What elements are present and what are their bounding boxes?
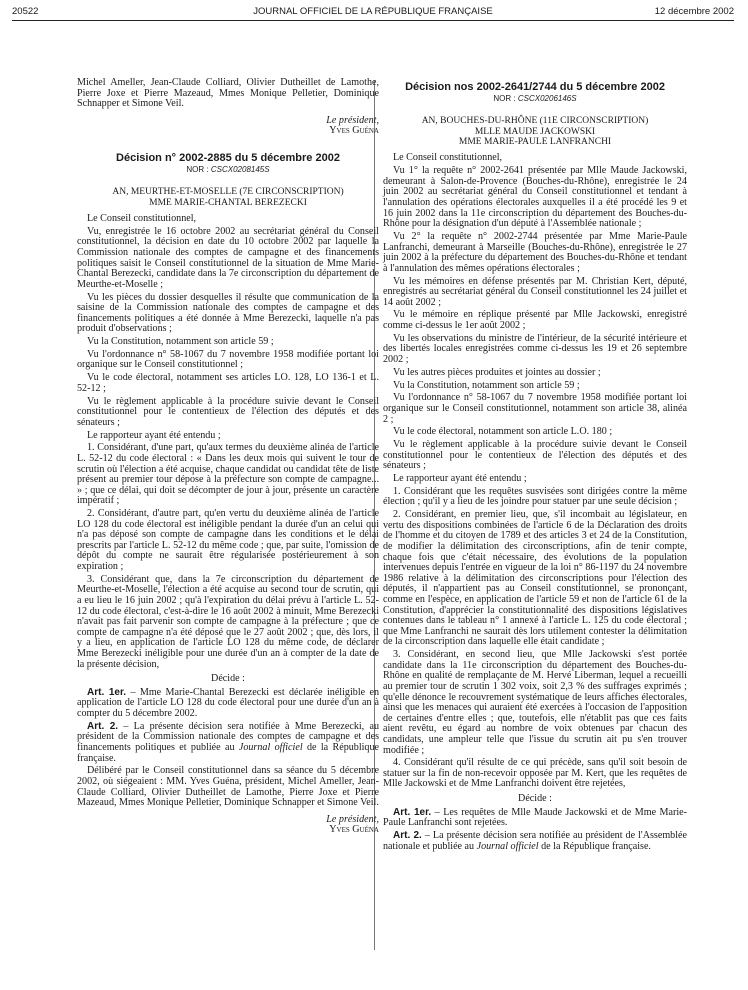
paragraph: Le Conseil constitutionnel, bbox=[87, 212, 197, 224]
nor-reference: NOR : CSCX0206146S bbox=[493, 93, 577, 103]
paragraph: 4. Considérant qu'il résulte de ce qui précède, sans qu'il soit besoin de statuer sur la fin de non-recevoir opposée par M. Kert, que les requêtes de Mlle Jackowski et de Mme Lanfranchi doivent être rejetées, bbox=[383, 757, 687, 790]
continued-members: Michel Ameller, Jean-Claude Colliard, Olivier Dutheillet de Lamothe, Pierre Joxe et Pierre Mazeaud, Mmes Monique Pelletier, Dominique Schnapper et Simone Veil. bbox=[77, 77, 379, 110]
header-rule bbox=[12, 20, 734, 21]
article-1: Art. 1er. – Les requêtes de Mlle Maude Jackowski et de Mme Marie-Paule Lanfranchi sont rejetées. bbox=[383, 806, 687, 829]
paragraph: Vu les pièces du dossier desquelles il résulte que communication de la saisine de la Commission nationale des comptes de campagne et des financements politiques a été donnée à Mme Berezecki, laquelle n'a pas produit d'observations ; bbox=[77, 291, 379, 335]
paragraph: Le rapporteur ayant été entendu ; bbox=[87, 429, 221, 441]
journal-title: JOURNAL OFFICIEL DE LA RÉPUBLIQUE FRANÇAISE bbox=[253, 6, 493, 17]
paragraph: Vu le mémoire en réplique présenté par Mlle Jackowski, enregistré comme ci-dessus le 1er août 2002 ; bbox=[383, 309, 687, 332]
paragraph: Vu 2° la requête n° 2002-2744 présentée par Mme Marie-Paule Lanfranchi, demeurant à Marseille (Bouches-du-Rhône), enregistrée le 27 juin 2002 à la préfecture du département des Bouches-du-Rhône et tendant à l'annulation des mêmes opérations électorales ; bbox=[383, 230, 687, 274]
constituency-heading: AN, BOUCHES-DU-RHÔNE (11E CIRCONSCRIPTION) MLLE MAUDE JACKOWSKI MME MARIE-PAULE LANFRANCHI bbox=[421, 116, 649, 147]
signature-name: Yves Guéna bbox=[329, 824, 379, 836]
nor-reference: NOR : CSCX0208145S bbox=[186, 164, 270, 174]
paragraph: Vu le règlement applicable à la procédure suivie devant le Conseil constitutionnel pour le contentieux de l'élection des députés et des sénateurs ; bbox=[77, 395, 379, 428]
paragraph: Le Conseil constitutionnel, bbox=[393, 152, 503, 164]
page-number: 20522 bbox=[12, 6, 39, 17]
right-column bbox=[383, 82, 687, 854]
paragraph: Le rapporteur ayant été entendu ; bbox=[393, 473, 527, 485]
decision-title: Décision n° 2002-2885 du 5 décembre 2002 bbox=[116, 151, 340, 164]
paragraph: Vu les mémoires en défense présentés par M. Christian Kert, député, enregistrés au secrétariat général du Conseil constitutionnel les 24 juillet et 14 août 2002 ; bbox=[383, 275, 687, 308]
paragraph: 1. Considérant que les requêtes susvisées sont dirigées contre la même élection ; qu'il y a lieu de les joindre pour statuer par une seule décision ; bbox=[383, 485, 687, 508]
issue-date: 12 décembre 2002 bbox=[654, 6, 734, 17]
decide-heading: Décide : bbox=[518, 793, 552, 805]
paragraph: Vu la Constitution, notamment son article 59 ; bbox=[87, 336, 274, 348]
running-header bbox=[12, 6, 734, 20]
paragraph: Vu le code électoral, notamment ses articles LO. 128, LO 136-1 et L. 52-12 ; bbox=[77, 372, 379, 394]
decide-heading: Décide : bbox=[211, 673, 245, 685]
constituency-heading: AN, MEURTHE-ET-MOSELLE (7E CIRCONSCRIPTION) MME MARIE-CHANTAL BEREZECKI bbox=[112, 187, 344, 208]
paragraph: Vu le règlement applicable à la procédure suivie devant le Conseil constitutionnel pour le contentieux de l'élection des députés et des sénateurs ; bbox=[383, 439, 687, 472]
paragraph: 2. Considérant, en premier lieu, que, s'il incombait au législateur, en vertu des dispositions combinées de l'article 6 de la Déclaration des droits de l'homme et du citoyen de 1789 et des articles 3 et 24 de la Constitution, de modifier la délimitation des circonscriptions, afin de tenir compte, chaque fois que c'était nécessaire, des évolutions de la population intervenues depuis l'entrée en vigueur de la loi n° 86-1197 du 24 novembre 1986 relative à la délimitation des circonscriptions pour l'élection des députés, il n'appartient pas au Conseil constitutionnel, se prononçant, comme en l'espèce, en application de l'article 59 et non de l'article 61 de la Constitution, d'apprécier la constitutionnalité des dispositions législatives contenues dans le tableau n° 1 annexé à l'article L. 125 du code électoral ; que Mme Lanfranchi ne saurait dès lors utilement contester la délimitation de la circonscription dans laquelle elle était candidate ; bbox=[383, 509, 687, 648]
paragraph: 2. Considérant, d'autre part, qu'en vertu du deuxième alinéa de l'article LO 128 du code électoral est inéligible pendant la durée d'un an celui qui n'a pas déposé son compte de campagne dans les conditions et le délai prescrits par l'article L. 52-12 du même code ; que, par suite, l'omission de dépôt du compte ne saurait être régularisée postérieurement à son expiration ; bbox=[77, 508, 379, 573]
deliberation: Délibéré par le Conseil constitutionnel dans sa séance du 5 décembre 2002, où siégeaient : MM. Yves Guéna, président, Michel Ameller, Jean-Claude Colliard, Olivier Dutheillet de Lamothe, Pierre Joxe et Pierre Mazeaud, Mmes Monique Pelletier, Dominique Schnapper et Simone Veil. bbox=[77, 765, 379, 809]
paragraph: Vu les autres pièces produites et jointes au dossier ; bbox=[393, 366, 601, 378]
paragraph: Vu 1° la requête n° 2002-2641 présentée par Mlle Maude Jackowski, demeurant à Salon-de-Provence (Bouches-du-Rhône), enregistrée le 24 juin 2002 au secrétariat général du Conseil constitutionnel et tendant à l'annulation des opérations électorales auxquelles il a été procédé les 9 et 16 juin 2002 dans la 11e circonscription du département des Bouches-du-Rhône pour la désignation d'un député à l'Assemblée nationale ; bbox=[383, 165, 687, 230]
paragraph: Vu les observations du ministre de l'intérieur, de la sécurité intérieure et des libertés locales enregistrées comme ci-dessus les 19 et 26 septembre 2002 ; bbox=[383, 332, 687, 366]
decision-title: Décision nos 2002-2641/2744 du 5 décembre 2002 bbox=[405, 81, 665, 93]
paragraph: 3. Considérant que, dans la 7e circonscription du département de Meurthe-et-Moselle, l'élection a été acquise au second tour de scrutin, qui a eu lieu le 16 juin 2002 ; qu'à l'expiration du délai prévu à l'article L. 52-12 du code électoral, c'est-à-dire le 16 août 2002 à minuit, Mme Berezecki n'avait pas fait parvenir son compte de campagne à la préfecture ; que ce compte de campagne n'a été déposé que le 27 août 2002 ; que, dès lors, il y a lieu, en application de l'article LO 128 du même code, de déclarer Mme Berezecki inéligible pour une durée d'un an à compter de la date de la présente décision, bbox=[77, 573, 379, 670]
article-2: Art. 2. – La présente décision sera notifiée à Mme Berezecki, au président de la Commission nationale des comptes de campagne et des financements politiques et publiée au Journal officiel de la République française. bbox=[77, 720, 380, 764]
paragraph: Vu le code électoral, notamment son article L.O. 180 ; bbox=[393, 426, 613, 438]
left-column bbox=[77, 78, 379, 838]
article-2: Art. 2. – La présente décision sera notifiée au président de l'Assemblée nationale et publiée au Journal officiel de la République française. bbox=[383, 830, 687, 852]
paragraph: Vu l'ordonnance n° 58-1067 du 7 novembre 1958 modifiée portant loi organique sur le Conseil constitutionnel, notamment son article 38, alinéa 2 ; bbox=[383, 392, 687, 425]
paragraph: 3. Considérant, en second lieu, que Mlle Jackowski s'est portée candidate dans la 11e circonscription du département des Bouches-du-Rhône en qualité de remplaçante de M. Hervé Liberman, lequel a recueilli au premier tour de scrutin 1 302 voix, soit 2,3 % des suffrages exprimés ; qu'elle dénonce le recouvrement systématique de leurs affiches électorales, ainsi que les menaces qui auraient été exercées à l'occasion de l'apposition de certaines d'entre elles ; que, toutefois, elle n'établit pas que ces faits aient revêtu, eu égard au nombre de voix obtenues par chacun des candidats, une ampleur telle que l'issue du scrutin ait pu s'en trouver modifiée ; bbox=[383, 649, 687, 756]
paragraph: Vu la Constitution, notamment son article 59 ; bbox=[393, 379, 580, 391]
signature-name: Yves Guéna bbox=[329, 125, 379, 137]
article-1: Art. 1er. – Mme Marie-Chantal Berezecki est déclarée inéligible en application de l'article LO 128 du code électoral pour une durée d'un an à compter du 5 décembre 2002. bbox=[77, 686, 379, 719]
paragraph: Vu, enregistrée le 16 octobre 2002 au secrétariat général du Conseil constitutionnel, la décision en date du 10 octobre 2002 par laquelle la Commission nationale des comptes de campagne et des financements politiques saisit le Conseil constitutionnel de la situation de Mme Marie-Chantal Berezecki, candidate dans la 7e circonscription du département de Meurthe-et-Moselle ; bbox=[77, 225, 379, 290]
paragraph: 1. Considérant, d'une part, qu'aux termes du deuxième alinéa de l'article L. 52-12 du code électoral : « Dans les deux mois qui suivent le tour de scrutin où l'élection a été acquise, chaque candidat ou candidat tête de liste présent au premier tour dépose à la préfecture son compte de campagne... » ; que ce délai, qui doit se décompter de jour à jour, présente un caractère impératif ; bbox=[77, 442, 379, 507]
paragraph: Vu l'ordonnance n° 58-1067 du 7 novembre 1958 modifiée portant loi organique sur le Conseil constitutionnel ; bbox=[77, 348, 379, 371]
signature-title: Le président, bbox=[326, 813, 379, 825]
signature-title: Le président, bbox=[326, 114, 379, 126]
